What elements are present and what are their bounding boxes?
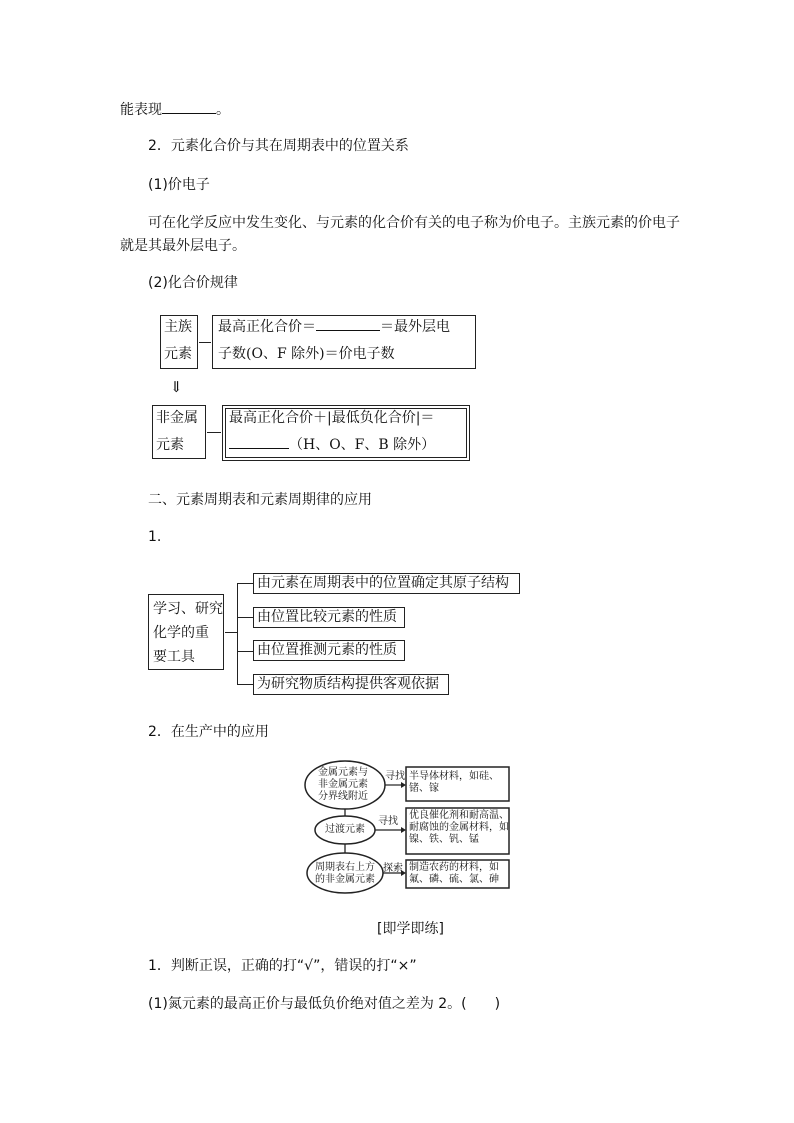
branch-text-2: 由位置比较元素的性质 bbox=[257, 609, 397, 625]
subheading-valence-electron: (1)价电子 bbox=[148, 177, 210, 193]
tool-connector bbox=[225, 632, 237, 633]
tool-label-1: 学习、研究 bbox=[153, 601, 223, 617]
result1-text-1: 半导体材料，如硅、 bbox=[409, 771, 499, 782]
practice-title: [即学即练] bbox=[377, 921, 444, 937]
branch-spine bbox=[237, 583, 238, 684]
main-group-label-1: 主族 bbox=[164, 319, 192, 335]
branch-tick-2 bbox=[237, 617, 253, 618]
item-number-1: 1. bbox=[148, 529, 162, 545]
nonmetal-rule-line-2 bbox=[229, 432, 435, 459]
main-group-rule-line-2: 子数(O、F 除外)＝价电子数 bbox=[218, 346, 395, 362]
verb-explore: 探索 bbox=[383, 863, 403, 874]
branch-text-3: 由位置推测元素的性质 bbox=[257, 642, 397, 658]
nonmetal-rule-line-1: 最高正化合价＋|最低负化合价|＝ bbox=[229, 410, 435, 426]
tool-label-3: 要工具 bbox=[153, 649, 195, 665]
tool-label-2: 化学的重 bbox=[153, 625, 209, 641]
result1-text-2: 锗、镓 bbox=[409, 783, 439, 794]
result2-text-3: 镍、铁、钒、锰 bbox=[409, 834, 479, 845]
oval3-text-1: 周期表右上方 bbox=[315, 862, 375, 873]
question-1: 1．判断正误，正确的打“√”，错误的打“×” bbox=[148, 958, 417, 974]
down-arrow: ⇓ bbox=[170, 378, 183, 396]
result3-text-1: 制造农药的材料，如 bbox=[409, 862, 499, 873]
intro-text: 能表现 bbox=[120, 102, 162, 118]
main-group-rule-line-1 bbox=[218, 314, 450, 341]
branch-tick-3 bbox=[237, 651, 253, 652]
connector-nonmetal bbox=[207, 432, 221, 433]
main-rule-1a: 最高正化合价＝ bbox=[218, 319, 316, 335]
subheading-valence-rules: (2)化合价规律 bbox=[148, 275, 238, 291]
main-rule-blank bbox=[316, 315, 380, 331]
line-intro bbox=[120, 98, 230, 120]
subheading-valence-position: 2．元素化合价与其在周期表中的位置关系 bbox=[148, 138, 409, 154]
result3-text-2: 氟、磷、硫、氯、砷 bbox=[409, 874, 499, 885]
section-heading-application: 二、元素周期表和元素周期律的应用 bbox=[148, 492, 372, 508]
oval2-text: 过渡元素 bbox=[325, 824, 365, 835]
nonmetal-label-2: 元素 bbox=[156, 437, 184, 453]
branch-tick-4 bbox=[237, 684, 253, 685]
oval1-text-3: 分界线附近 bbox=[318, 791, 368, 802]
answer-blank bbox=[162, 98, 216, 114]
branch-text-1: 由元素在周期表中的位置确定其原子结构 bbox=[257, 575, 509, 591]
paragraph-line-1: 可在化学反应中发生变化、与元素的化合价有关的电子称为价电子。主族元素的价电子 bbox=[148, 215, 680, 231]
oval1-text-2: 非金属元素 bbox=[318, 779, 368, 790]
connector-main bbox=[199, 342, 211, 343]
oval1-text-1: 金属元素与 bbox=[318, 767, 368, 778]
verb-find-2: 寻找 bbox=[378, 816, 398, 827]
result2-text-2: 耐腐蚀的金属材料，如 bbox=[409, 822, 509, 833]
branch-tick-1 bbox=[237, 583, 253, 584]
paragraph-line-2: 就是其最外层电子。 bbox=[120, 238, 246, 254]
result2-text-1: 优良催化剂和耐高温、 bbox=[409, 810, 509, 821]
oval3-text-2: 的非金属元素 bbox=[315, 874, 375, 885]
main-group-label-2: 元素 bbox=[164, 346, 192, 362]
main-rule-1b: ＝最外层电 bbox=[380, 319, 450, 335]
verb-find-1: 寻找 bbox=[385, 771, 405, 782]
intro-end: 。 bbox=[216, 102, 230, 118]
section-heading-production: 2．在生产中的应用 bbox=[148, 724, 269, 740]
question-1-1: (1)氮元素的最高正价与最低负价绝对值之差为 2。( ) bbox=[148, 996, 501, 1012]
nonmetal-rule-blank bbox=[229, 433, 289, 449]
nonmetal-rule-2: （H、O、F、B 除外） bbox=[289, 437, 436, 453]
branch-text-4: 为研究物质结构提供客观依据 bbox=[257, 676, 439, 692]
nonmetal-label-1: 非金属 bbox=[156, 410, 198, 426]
